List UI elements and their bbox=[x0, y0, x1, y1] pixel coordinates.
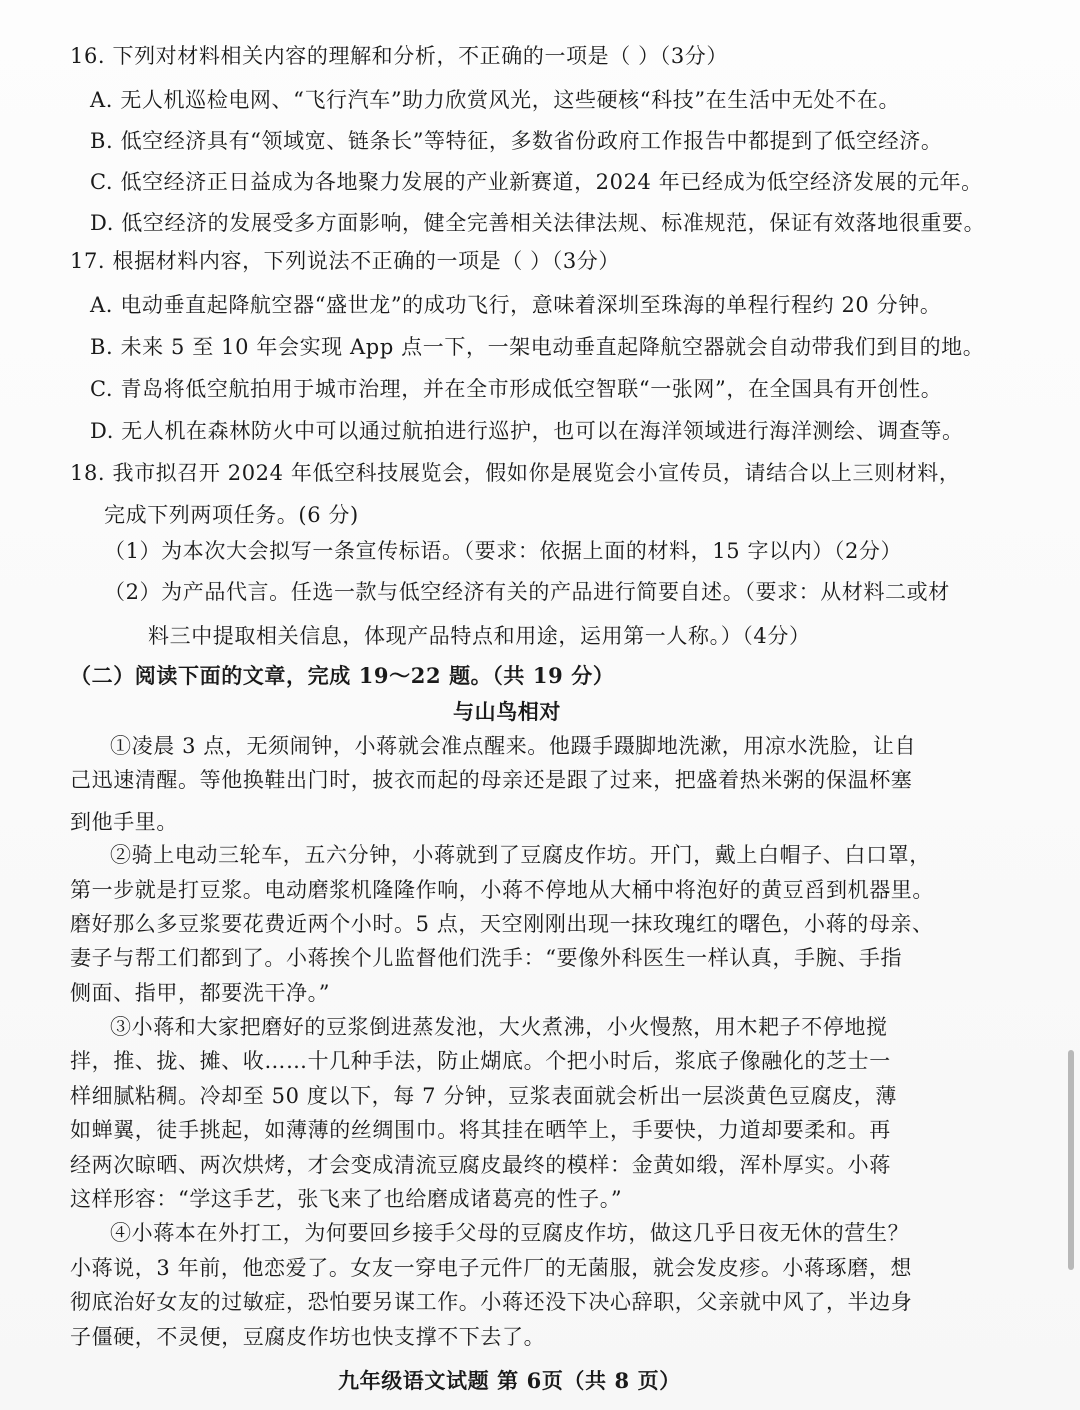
article-p4-line1: ④小蒋本在外打工，为何要回乡接手父母的豆腐皮作坊，做这几乎日夜无休的营生？ bbox=[110, 1221, 910, 1245]
q17-option-b: B. 未来 5 至 10 年会实现 App 点一下，一架电动垂直起降航空器就会自动带我们到目的地。 bbox=[90, 335, 985, 359]
article-title: 与山鸟相对 bbox=[453, 699, 561, 724]
question-18-stem-line1: 18. 我市拟召开 2024 年低空科技展览会，假如你是展览会小宣传员，请结合以上三则材料， bbox=[70, 461, 961, 485]
article-p3-line2: 拌，推、拢、摊、收……十几种手法，防止煳底。个把小时后，浆底子像融化的芝士一 bbox=[70, 1049, 891, 1073]
question-18-task-2-line2: 料三中提取相关信息，体现产品特点和用途，运用第一人称。）（4分） bbox=[148, 624, 811, 648]
q16-option-a: A. 无人机巡检电网、“飞行汽车”助力欣赏风光，这些硬核“科技”在生活中无处不在。 bbox=[90, 88, 901, 112]
article-p3-line6: 这样形容：“学这手艺，张飞来了也给磨成诸葛亮的性子。” bbox=[70, 1187, 623, 1211]
article-p2-line4: 妻子与帮工们都到了。小蒋挨个儿监督他们洗手：“要像外科医生一样认真，手腕、手指 bbox=[70, 946, 903, 970]
article-p4-line3: 彻底治好女友的过敏症，恐怕要另谋工作。小蒋还没下决心辞职，父亲就中风了，半边身 bbox=[70, 1290, 913, 1314]
article-p4-line2: 小蒋说，3 年前，他恋爱了。女友一穿电子元件厂的无菌服，就会发皮疹。小蒋琢磨，想 bbox=[70, 1256, 913, 1280]
q17-option-d: D. 无人机在森林防火中可以通过航拍进行巡护，也可以在海洋领域进行海洋测绘、调查等。 bbox=[90, 419, 964, 443]
article-p3-line3: 样细腻粘稠。冷却至 50 度以下，每 7 分钟，豆浆表面就会析出一层淡黄色豆腐皮，薄 bbox=[70, 1084, 897, 1108]
scrollbar-thumb[interactable] bbox=[1068, 1050, 1074, 1270]
question-18-task-2-line1: （2）为产品代言。任选一款与低空经济有关的产品进行简要自述。（要求：从材料二或材 bbox=[104, 580, 950, 604]
article-p3-line1: ③小蒋和大家把磨好的豆浆倒进蒸发池，大火煮沸，小火慢熬，用木耙子不停地搅 bbox=[110, 1015, 888, 1039]
article-p1-line1: ①凌晨 3 点，无须闹钟，小蒋就会准点醒来。他蹑手蹑脚地洗漱，用凉水洗脸，让自 bbox=[110, 734, 917, 758]
q16-option-c: C. 低空经济正日益成为各地聚力发展的产业新赛道，2024 年已经成为低空经济发展的元年。 bbox=[90, 170, 983, 194]
article-p3-line5: 经两次晾晒、两次烘烤，才会变成清流豆腐皮最终的模样：金黄如缎，浑朴厚实。小蒋 bbox=[70, 1153, 891, 1177]
question-17-stem: 17. 根据材料内容，下列说法不正确的一项是（ ）（3分） bbox=[70, 249, 621, 273]
q16-option-d: D. 低空经济的发展受多方面影响，健全完善相关法律法规、标准规范，保证有效落地很重要。 bbox=[90, 211, 986, 235]
article-p3-line4: 如蝉翼，徒手挑起，如薄薄的丝绸围巾。将其挂在晒竿上，手要快，力道却要柔和。再 bbox=[70, 1118, 891, 1142]
article-p2-line5: 侧面、指甲，都要洗干净。” bbox=[70, 981, 331, 1005]
page-footer: 九年级语文试题 第 6页（共 8 页） bbox=[338, 1368, 681, 1393]
q17-option-a: A. 电动垂直起降航空器“盛世龙”的成功飞行，意味着深圳至珠海的单程行程约 20 分钟。 bbox=[90, 293, 942, 317]
article-p1-line3: 到他手里。 bbox=[70, 810, 178, 834]
section-2-heading: （二）阅读下面的文章，完成 19～22 题。（共 19 分） bbox=[70, 663, 615, 688]
question-18-stem-line2: 完成下列两项任务。(6 分) bbox=[104, 503, 359, 527]
question-18-task-1: （1）为本次大会拟写一条宣传标语。（要求：依据上面的材料，15 字以内）（2分） bbox=[104, 539, 903, 563]
article-p4-line4: 子僵硬，不灵便，豆腐皮作坊也快支撑不下去了。 bbox=[70, 1325, 546, 1349]
article-p2-line1: ②骑上电动三轮车，五六分钟，小蒋就到了豆腐皮作坊。开门，戴上白帽子、白口罩， bbox=[110, 843, 931, 867]
q16-option-b: B. 低空经济具有“领域宽、链条长”等特征，多数省份政府工作报告中都提到了低空经济。 bbox=[90, 129, 943, 153]
article-p1-line2: 己迅速清醒。等他换鞋出门时，披衣而起的母亲还是跟了过来，把盛着热米粥的保温杯塞 bbox=[70, 768, 913, 792]
article-p2-line2: 第一步就是打豆浆。电动磨浆机隆隆作响，小蒋不停地从大桶中将泡好的黄豆舀到机器里。 bbox=[70, 878, 934, 902]
q17-option-c: C. 青岛将低空航拍用于城市治理，并在全市形成低空智联“一张网”，在全国具有开创性。 bbox=[90, 377, 943, 401]
article-p2-line3: 磨好那么多豆浆要花费近两个小时。5 点，天空刚刚出现一抹玫瑰红的曙色，小蒋的母亲、 bbox=[70, 912, 934, 936]
question-16-stem: 16. 下列对材料相关内容的理解和分析，不正确的一项是（ ）（3分） bbox=[70, 44, 729, 68]
